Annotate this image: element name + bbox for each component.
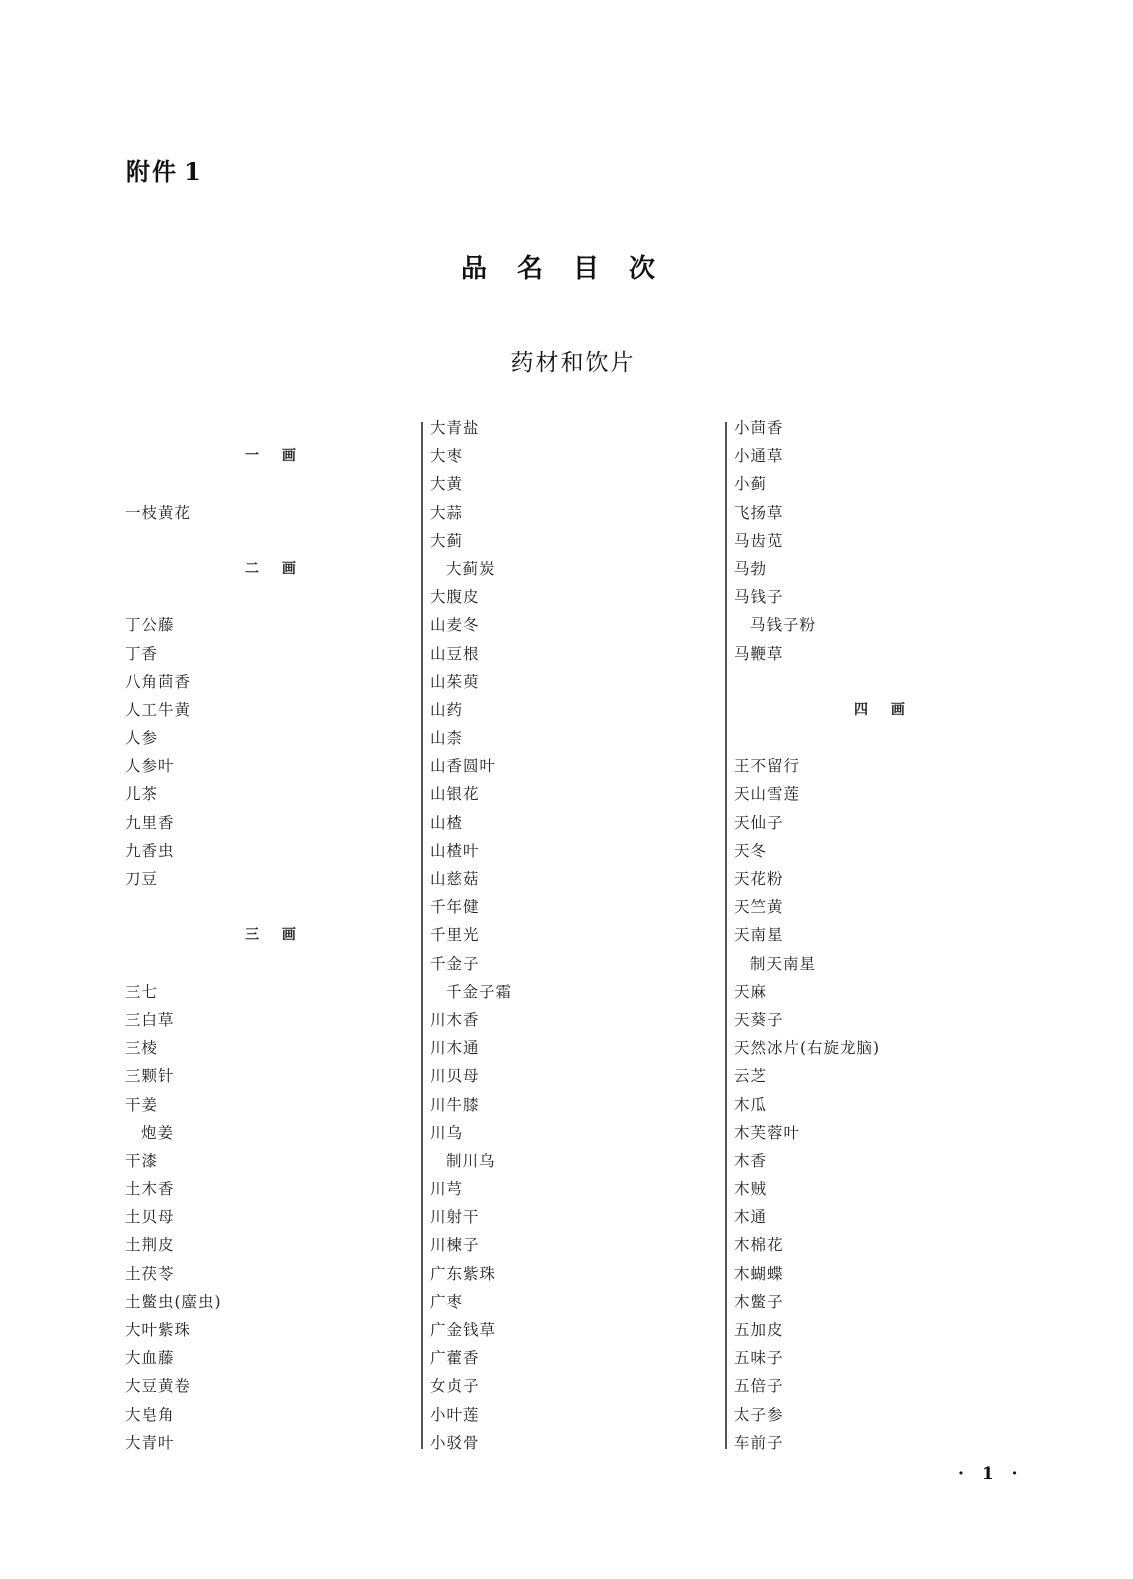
list-item: 丁公藤	[125, 616, 175, 635]
list-item: 土贝母	[125, 1208, 175, 1227]
list-item: 马鞭草	[734, 644, 784, 663]
list-item: 木瓜	[734, 1095, 768, 1114]
list-item: 大豆黄卷	[125, 1377, 192, 1396]
list-item: 千里光	[430, 926, 480, 945]
list-item: 九香虫	[125, 841, 175, 860]
list-item: 人参叶	[125, 757, 175, 776]
list-item: 土茯苓	[125, 1264, 175, 1283]
list-item: 五加皮	[734, 1321, 784, 1339]
list-item: 人工牛黄	[125, 700, 192, 719]
list-item: 山银花	[430, 785, 480, 804]
column-divider	[421, 422, 423, 1449]
list-item: 女贞子	[430, 1377, 480, 1396]
list-item: 太子参	[734, 1405, 784, 1424]
list-item: 山楂	[430, 813, 464, 832]
list-item: 小驳骨	[430, 1433, 480, 1452]
section-title: 药材和饮片	[510, 350, 636, 376]
list-item: 川木香	[430, 1010, 480, 1029]
list-item: 川木通	[430, 1039, 480, 1058]
list-item: 山麦冬	[430, 616, 480, 635]
list-subitem: 千金子霜	[446, 982, 513, 1001]
list-item: 天冬	[734, 841, 768, 860]
list-item: 木蝴蝶	[734, 1264, 784, 1283]
list-item: 大叶紫珠	[125, 1321, 192, 1339]
list-item: 天竺黄	[734, 898, 784, 917]
list-subitem: 制川乌	[446, 1151, 496, 1170]
list-item: 大皂角	[125, 1405, 175, 1424]
list-item: 飞扬草	[734, 503, 784, 522]
list-item: 川射干	[430, 1208, 480, 1227]
attachment-label-text: 附件	[126, 158, 178, 186]
list-item: 广藿香	[430, 1349, 480, 1368]
stroke-count-heading: 二 画	[245, 560, 296, 577]
list-item: 五倍子	[734, 1377, 784, 1396]
list-item: 天然冰片(右旋龙脑)	[734, 1039, 881, 1058]
list-item: 山慈菇	[430, 870, 480, 888]
list-item: 三棱	[125, 1039, 159, 1058]
list-item: 木贼	[734, 1180, 768, 1199]
list-item: 小蓟	[734, 475, 768, 494]
list-item: 天麻	[734, 982, 768, 1001]
list-item: 山香圆叶	[430, 757, 497, 776]
list-subitem: 制天南星	[750, 954, 817, 973]
list-item: 木香	[734, 1151, 768, 1170]
spacer	[125, 583, 415, 611]
spacer	[125, 414, 415, 442]
page-number: · 1 ·	[958, 1464, 1024, 1484]
list-item: 马齿苋	[734, 531, 784, 550]
page-title: 品名目次	[460, 254, 685, 284]
list-item: 千年健	[430, 898, 480, 917]
list-item: 川楝子	[430, 1236, 480, 1255]
list-item: 天葵子	[734, 1010, 784, 1029]
list-item: 九里香	[125, 813, 175, 832]
list-item: 川芎	[430, 1180, 464, 1199]
list-item: 千金子	[430, 954, 480, 973]
stroke-count-heading: 四 画	[854, 701, 905, 718]
index-column-3	[734, 414, 1024, 1457]
list-item: 山茱萸	[430, 672, 480, 691]
index-column-2	[430, 414, 720, 1457]
list-item: 三颗针	[125, 1067, 175, 1086]
list-item: 人参	[125, 729, 159, 748]
list-item: 天山雪莲	[734, 785, 801, 804]
list-item: 天南星	[734, 926, 784, 945]
list-item: 木芙蓉叶	[734, 1123, 801, 1142]
list-item: 小叶莲	[430, 1405, 480, 1424]
index-column-1	[125, 414, 415, 1457]
list-item: 川牛膝	[430, 1095, 480, 1114]
list-item: 儿茶	[125, 785, 159, 804]
list-item: 川乌	[430, 1123, 464, 1142]
list-item: 王不留行	[734, 757, 801, 776]
list-item: 大蓟	[430, 531, 464, 550]
attachment-number: 1	[184, 157, 203, 186]
list-item: 广东紫珠	[430, 1264, 497, 1283]
list-item: 大蒜	[430, 503, 464, 522]
list-subitem: 炮姜	[141, 1123, 175, 1142]
list-item: 云芝	[734, 1067, 768, 1086]
list-item: 小茴香	[734, 419, 784, 437]
list-item: 广枣	[430, 1292, 464, 1311]
list-item: 马钱子	[734, 588, 784, 607]
list-item: 大血藤	[125, 1349, 175, 1368]
list-item: 广金钱草	[430, 1321, 497, 1339]
spacer	[125, 950, 415, 978]
spacer	[125, 470, 415, 498]
list-item: 土木香	[125, 1180, 175, 1199]
list-item: 木棉花	[734, 1236, 784, 1255]
list-item: 大枣	[430, 447, 464, 466]
list-item: 车前子	[734, 1433, 784, 1452]
list-item: 小通草	[734, 447, 784, 466]
list-item: 山药	[430, 700, 464, 719]
list-subitem: 大蓟炭	[446, 559, 496, 578]
list-subitem: 马钱子粉	[750, 616, 817, 635]
list-item: 山楂叶	[430, 841, 480, 860]
spacer	[734, 668, 1024, 696]
column-divider	[725, 422, 727, 1449]
attachment-label	[126, 152, 203, 187]
list-item: 马勃	[734, 559, 768, 578]
list-item: 三七	[125, 982, 159, 1001]
stroke-count-heading: 一 画	[245, 448, 296, 465]
list-item: 八角茴香	[125, 672, 192, 691]
list-item: 山柰	[430, 729, 464, 748]
spacer	[734, 724, 1024, 752]
list-item: 土鳖虫(䗪虫)	[125, 1292, 222, 1311]
list-item: 大青盐	[430, 419, 480, 437]
list-item: 木通	[734, 1208, 768, 1227]
list-item: 三白草	[125, 1010, 175, 1029]
list-item: 一枝黄花	[125, 503, 192, 522]
list-item: 大腹皮	[430, 588, 480, 607]
spacer	[125, 527, 415, 555]
list-item: 川贝母	[430, 1067, 480, 1086]
list-item: 木鳖子	[734, 1292, 784, 1311]
stroke-count-heading: 三 画	[245, 927, 296, 944]
spacer	[125, 893, 415, 921]
list-item: 大黄	[430, 475, 464, 494]
list-item: 干姜	[125, 1095, 159, 1114]
list-item: 刀豆	[125, 870, 159, 888]
list-item: 山豆根	[430, 644, 480, 663]
list-item: 天仙子	[734, 813, 784, 832]
list-item: 五味子	[734, 1349, 784, 1368]
list-item: 大青叶	[125, 1433, 175, 1452]
list-item: 干漆	[125, 1151, 159, 1170]
list-item: 天花粉	[734, 870, 784, 888]
list-item: 土荆皮	[125, 1236, 175, 1255]
list-item: 丁香	[125, 644, 159, 663]
